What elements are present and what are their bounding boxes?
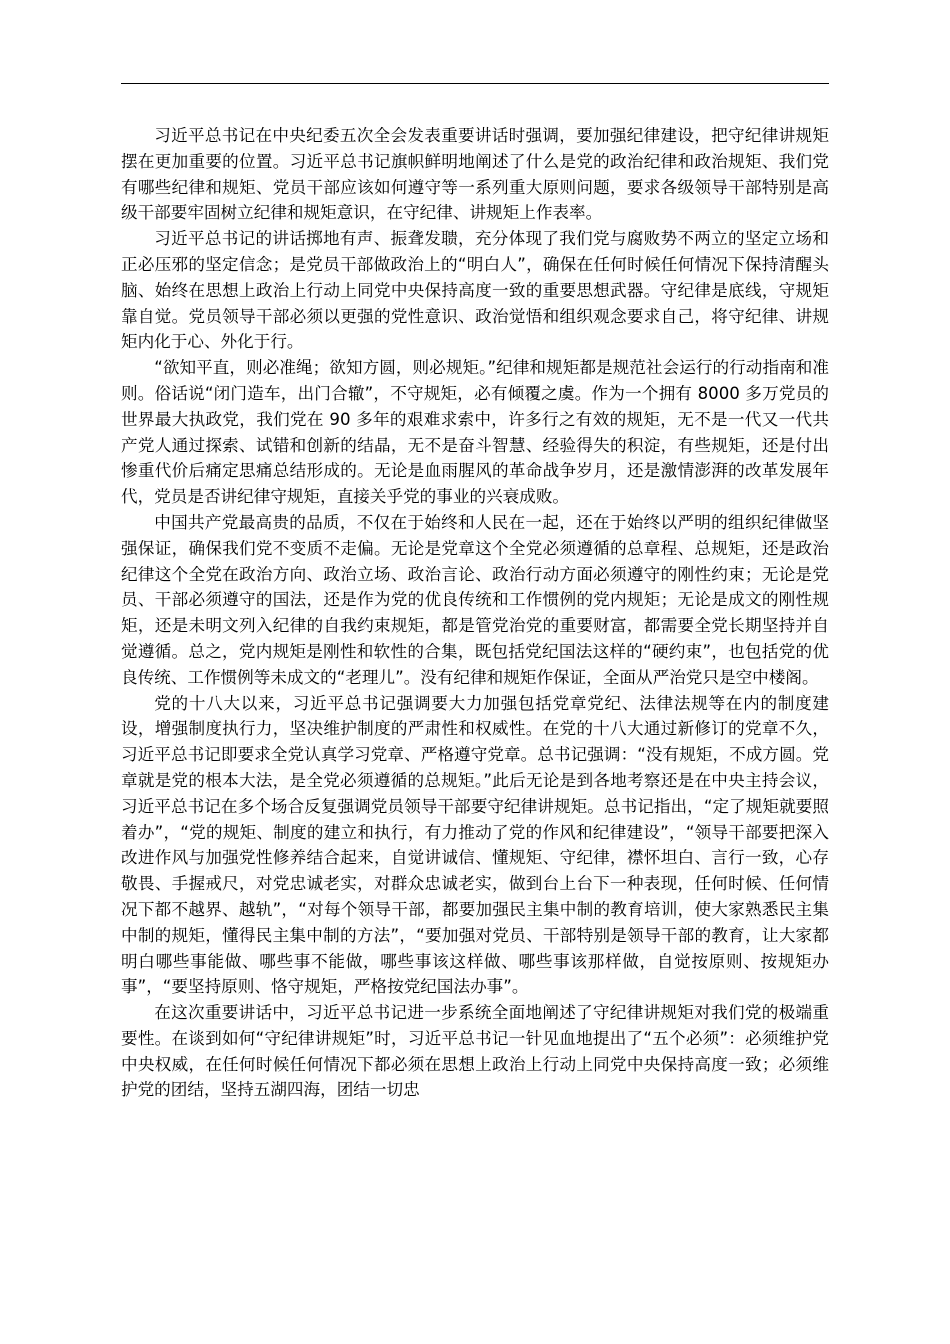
header-rule [121, 83, 829, 84]
paragraph-5: 党的十八大以来，习近平总书记强调要大力加强包括党章党纪、法律法规等在内的制度建设，增强制度执行力，坚决维护制度的严肃性和权威性。在党的十八大通过新修订的党章不久，习近平总书记即要求全党认真学习党章、严格遵守党章。总书记强调：“没有规矩，不成方圆。党章就是党的根本大法，是全党必须遵循的总规矩。”此后无论是到各地考察还是在中央主持会议，习近平总书记在多个场合反复强调党员领导干部要守纪律讲规矩。总书记指出，“定了规矩就要照着办”，“党的规矩、制度的建立和执行，有力推动了党的作风和纪律建设”，“领导干部要把深入改进作风与加强党性修养结合起来，自觉讲诚信、懂规矩、守纪律，襟怀坦白、言行一致，心存敬畏、手握戒尺，对党忠诚老实，对群众忠诚老实，做到台上台下一种表现，任何时候、任何情况下都不越界、越轨”，“对每个领导干部，都要加强民主集中制的教育培训，使大家熟悉民主集中制的规矩，懂得民主集中制的方法”，“要加强对党员、干部特别是领导干部的教育，让大家都明白哪些事能做、哪些事不能做，哪些事该这样做、哪些事该那样做，自觉按原则、按规矩办事”，“要坚持原则、恪守规矩，严格按党纪国法办事”。 [121, 693, 829, 997]
paragraph-1: 习近平总书记在中央纪委五次全会发表重要讲话时强调，要加强纪律建设，把守纪律讲规矩摆在更加重要的位置。习近平总书记旗帜鲜明地阐述了什么是党的政治纪律和政治规矩、我们党有哪些纪律和规矩、党员干部应该如何遵守等一系列重大原则问题，要求各级领导干部特别是高级干部要牢固树立纪律和规矩意识，在守纪律、讲规矩上作表率。 [121, 126, 829, 223]
paragraph-2: 习近平总书记的讲话掷地有声、振聋发聩，充分体现了我们党与腐败势不两立的坚定立场和正必压邪的坚定信念；是党员干部做政治上的“明白人”，确保在任何时候任何情况下保持清醒头脑、始终在思想上政治上行动上同党中央保持高度一致的重要思想武器。守纪律是底线，守规矩靠自觉。党员领导干部必须以更强的党性意识、政治觉悟和组织观念要求自己，将守纪律、讲规矩内化于心、外化于行。 [121, 229, 829, 352]
document-body [121, 123, 829, 1103]
paragraph-6: 在这次重要讲话中，习近平总书记进一步系统全面地阐述了守纪律讲规矩对我们党的极端重要性。在谈到如何“守纪律讲规矩”时，习近平总书记一针见血地提出了“五个必须”：必须维护党中央权威，在任何时候任何情况下都必须在思想上政治上行动上同党中央保持高度一致；必须维护党的团结，坚持五湖四海，团结一切忠 [121, 1003, 829, 1100]
paragraph-4: 中国共产党最高贵的品质，不仅在于始终和人民在一起，还在于始终以严明的组织纪律做坚强保证，确保我们党不变质不走偏。无论是党章这个全党必须遵循的总章程、总规矩，还是政治纪律这个全党在政治方向、政治立场、政治言论、政治行动方面必须遵守的刚性约束；无论是党员、干部必须遵守的国法，还是作为党的优良传统和工作惯例的党内规矩；无论是成文的刚性规矩，还是未明文列入纪律的自我约束规矩，都是管党治党的重要财富，都需要全党长期坚持并自觉遵循。总之，党内规矩是刚性和软性的合集，既包括党纪国法这样的“硬约束”，也包括党的优良传统、工作惯例等未成文的“老理儿”。没有纪律和规矩作保证，全面从严治党只是空中楼阁。 [121, 512, 829, 687]
paragraph-3: “欲知平直，则必准绳；欲知方圆，则必规矩。”纪律和规矩都是规范社会运行的行动指南和准则。俗话说“闭门造车，出门合辙”，不守规矩，必有倾覆之虞。作为一个拥有 8000 多万党员的世界最大执政党，我们党在 90 多年的艰难求索中，许多行之有效的规矩，无不是一代又一代共产党人通过探索、试错和创新的结晶，无不是奋斗智慧、经验得失的积淀，有些规矩，还是付出惨重代价后痛定思痛总结形成的。无论是血雨腥风的革命战争岁月，还是激情澎湃的改革发展年代，党员是否讲纪律守规矩，直接关乎党的事业的兴衰成败。 [121, 358, 829, 507]
